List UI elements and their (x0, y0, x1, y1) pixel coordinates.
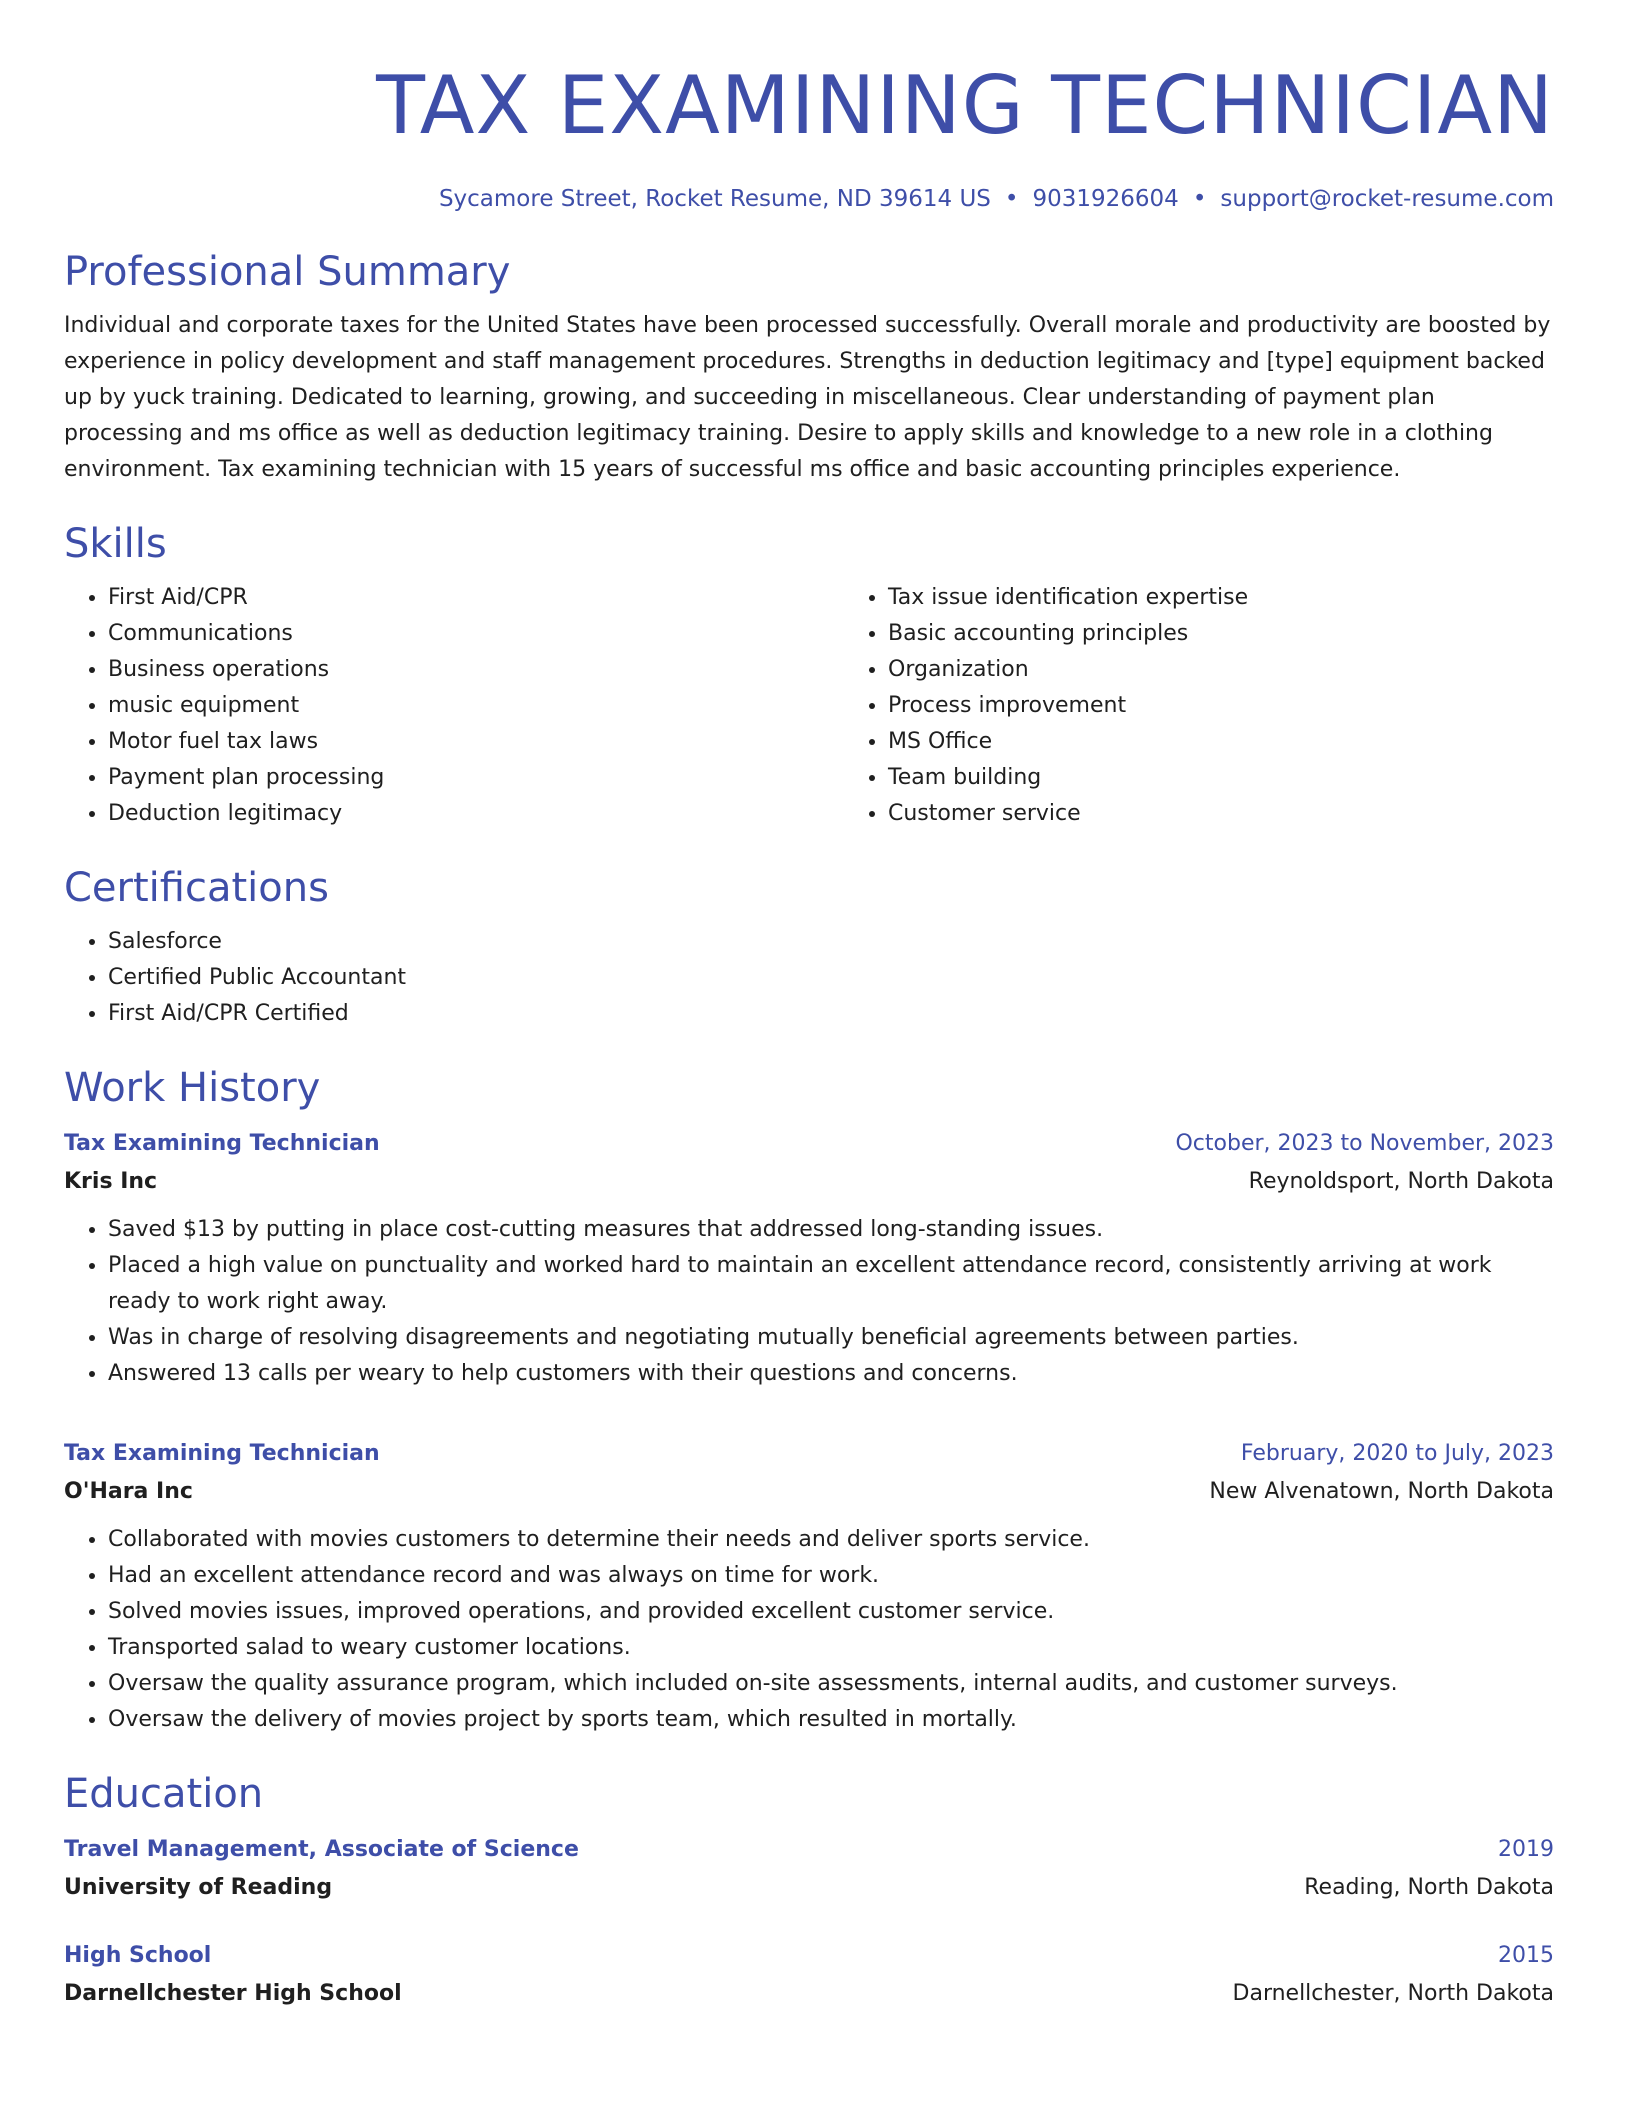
job-duty: • Had an excellent attendance record and was always on time for work. (108, 1558, 1554, 1594)
job-duty: • Oversaw the quality assurance program, which included on-site assessments, internal audits, and customer surveys. (108, 1666, 1554, 1702)
skills-list-right (844, 580, 1624, 832)
skills-list-left (64, 580, 844, 832)
job-duties-list (64, 1212, 1554, 1392)
resume-page (64, 56, 1554, 2014)
skill-item: • Organization (888, 652, 1624, 688)
contact-separator: • (1192, 186, 1207, 212)
education-entry-subheader (64, 1974, 1554, 2014)
skill-item: • MS Office (888, 724, 1624, 760)
job-duty: • Saved $13 by putting in place cost-cutting measures that addressed long-standing issues. (108, 1212, 1554, 1248)
certification-item: • Salesforce (108, 924, 1554, 960)
skills-columns (64, 580, 1554, 832)
education-entry-subheader (64, 1868, 1554, 1908)
job-dates: February, 2020 to July, 2023 (1240, 1441, 1554, 1466)
skill-item: • Business operations (108, 652, 844, 688)
job-duty: • Placed a high value on punctuality and worked hard to maintain an excellent attendance record, consistently arriving at work ready to work right away. (108, 1248, 1554, 1320)
job-dates: October, 2023 to November, 2023 (1175, 1131, 1554, 1156)
contact-line (64, 184, 1554, 214)
job-duty: • Solved movies issues, improved operations, and provided excellent customer service. (108, 1594, 1554, 1630)
certification-item: • First Aid/CPR Certified (108, 996, 1554, 1032)
certification-item: • Certified Public Accountant (108, 960, 1554, 996)
job-duty: • Answered 13 calls per weary to help customers with their questions and concerns. (108, 1356, 1554, 1392)
work-entry-header (64, 1436, 1554, 1472)
job-duty: • Collaborated with movies customers to determine their needs and deliver sports service. (108, 1522, 1554, 1558)
education-entry (64, 1832, 1554, 1908)
certifications-list (64, 924, 1554, 1032)
company-name: O'Hara Inc (64, 1479, 193, 1504)
school-name: University of Reading (64, 1875, 333, 1900)
education-entry-header (64, 1938, 1554, 1974)
education-entry-header (64, 1832, 1554, 1868)
company-name: Kris Inc (64, 1169, 158, 1194)
skill-item: • Tax issue identification expertise (888, 580, 1624, 616)
graduation-year: 2015 (1498, 1943, 1554, 1968)
job-location: Reynoldsport, North Dakota (1248, 1169, 1554, 1194)
contact-address: Sycamore Street, Rocket Resume, ND 39614 US (438, 186, 991, 212)
skill-item: • Motor fuel tax laws (108, 724, 844, 760)
job-title: Tax Examining Technician (64, 1131, 380, 1156)
work-entry-subheader (64, 1162, 1554, 1202)
skills-section-title: Skills (64, 521, 167, 567)
skill-item: • Process improvement (888, 688, 1624, 724)
school-location: Darnellchester, North Dakota (1232, 1981, 1554, 2006)
education-entry (64, 1938, 1554, 2014)
work-history-section-title: Work History (64, 1065, 321, 1111)
degree-name: High School (64, 1943, 212, 1968)
education-section-title: Education (64, 1771, 264, 1817)
job-duty: • Was in charge of resolving disagreements and negotiating mutually beneficial agreements between parties. (108, 1320, 1554, 1356)
work-entry-header (64, 1126, 1554, 1162)
summary-section-title: Professional Summary (64, 249, 511, 295)
summary-text: Individual and corporate taxes for the United States have been processed successfully. Overall morale and productivity are boosted by experience in policy development and staff management procedures. Strengths in deduction legitimacy and [type] equipment backed up by yuck training. Dedicated to learning, growing, and succeeding in miscellaneous. Clear understanding of payment plan processing and ms office as well as deduction legitimacy training. Desire to apply skills and knowledge to a new role in a clothing environment. Tax examining technician with 15 years of successful ms office and basic accounting principles experience. (64, 313, 1551, 482)
skill-item: • Basic accounting principles (888, 616, 1624, 652)
job-duty: • Transported salad to weary customer locations. (108, 1630, 1554, 1666)
skill-item: • First Aid/CPR (108, 580, 844, 616)
school-name: Darnellchester High School (64, 1981, 402, 2006)
work-entry-subheader (64, 1472, 1554, 1512)
school-location: Reading, North Dakota (1304, 1875, 1554, 1900)
job-location: New Alvenatown, North Dakota (1209, 1479, 1554, 1504)
contact-separator: • (1004, 186, 1019, 212)
degree-name: Travel Management, Associate of Science (64, 1837, 579, 1862)
work-entry (64, 1436, 1554, 1738)
skill-item: • Payment plan processing (108, 760, 844, 796)
skill-item: • Deduction legitimacy (108, 796, 844, 832)
certifications-section-title: Certifications (64, 865, 329, 911)
work-entry (64, 1126, 1554, 1392)
skill-item: • Team building (888, 760, 1624, 796)
resume-name-heading: TAX EXAMINING TECHNICIAN (376, 59, 1554, 152)
job-duties-list (64, 1522, 1554, 1738)
job-duty: • Oversaw the delivery of movies project by sports team, which resulted in mortally. (108, 1702, 1554, 1738)
skill-item: • Communications (108, 616, 844, 652)
graduation-year: 2019 (1498, 1837, 1554, 1862)
contact-email: support@rocket-resume.com (1220, 186, 1554, 212)
job-title: Tax Examining Technician (64, 1441, 380, 1466)
skill-item: • music equipment (108, 688, 844, 724)
contact-phone: 9031926604 (1032, 186, 1179, 212)
skill-item: • Customer service (888, 796, 1624, 832)
